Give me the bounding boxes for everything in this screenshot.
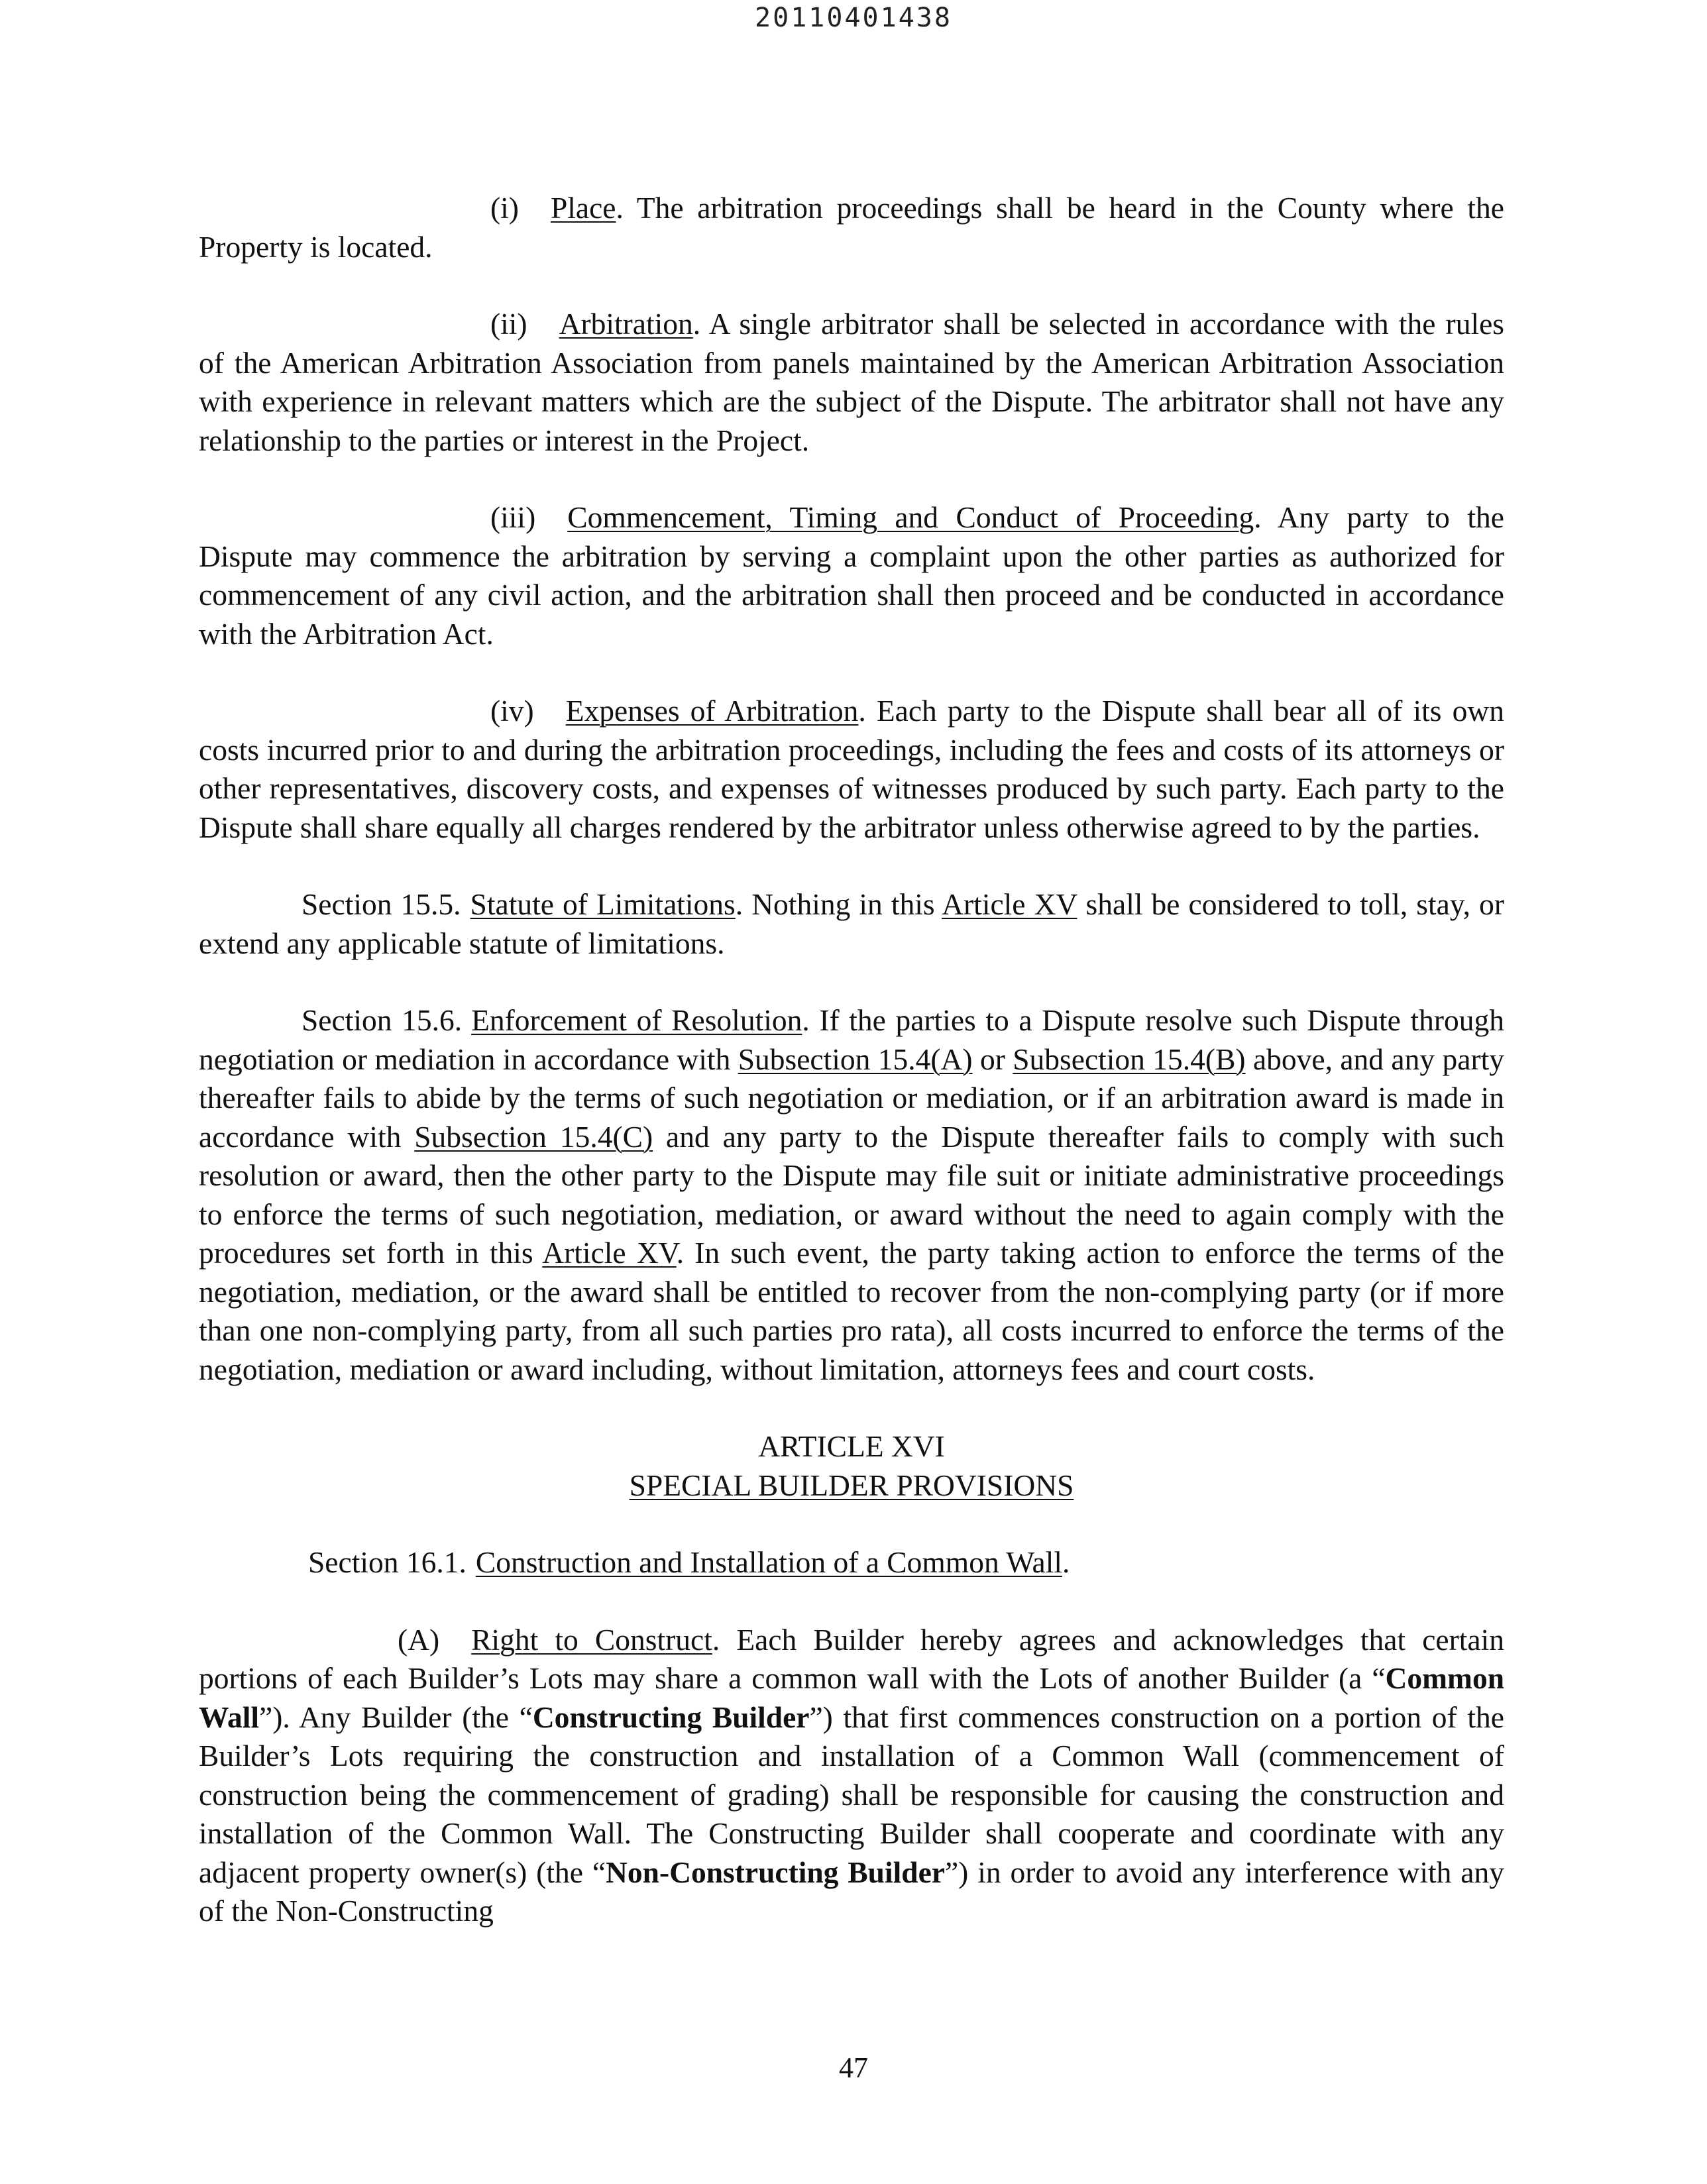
section-text: above, and any party thereafter fails to abide by the terms of such negotiation or mediation, or if an arbitration award is made in accordance with <box>199 1042 1504 1154</box>
document-body <box>199 189 1504 1969</box>
article-heading <box>199 1427 1504 1505</box>
cross-reference: Subsection 15.4(C) <box>414 1119 653 1154</box>
item-text: ”). Any Builder (the “ <box>259 1700 533 1734</box>
cross-reference: Subsection 15.4(A) <box>738 1042 973 1076</box>
section-text: . In such event, the party taking action to enforce the terms of the negotiation, mediation, or the award shall be entitled to recover from the non-complying party (or if more than one non-complying party, from all such parties pro rata), all costs incurred to enforce the terms of the negotiation, mediation or award including, without limitation, attorneys fees and court costs. <box>199 1236 1504 1386</box>
section-number: Section 16.1. <box>308 1545 467 1579</box>
paragraph-arbitration <box>199 305 1504 460</box>
cross-reference: Article XV <box>542 1236 677 1270</box>
item-label: (iv) <box>490 694 534 728</box>
item-text: . Each party to the Dispute shall bear all of its own costs incurred prior to and during the arbitration proceedings, including the fees and costs of its attorneys or other representatives, discovery costs, and expenses of witnesses produced by such party. Each party to the Dispute shall share equally all charges rendered by the arbitrator unless otherwise agreed to by the parties. <box>199 694 1504 844</box>
item-label: (A) <box>398 1622 440 1657</box>
cross-reference: Subsection 15.4(B) <box>1013 1042 1246 1076</box>
section-heading: Construction and Installation of a Common Wall <box>475 1545 1063 1579</box>
section-15-6 <box>199 1001 1504 1389</box>
article-number: ARTICLE XVI <box>758 1429 945 1463</box>
item-text: . Each Builder hereby agrees and acknowledges that certain portions of each Builder’s Lots may share a common wall with the Lots of another Builder (a “ <box>199 1622 1505 1695</box>
paragraph-right-to-construct <box>199 1621 1504 1931</box>
item-heading: Commencement, Timing and Conduct of Proceeding <box>567 500 1254 534</box>
section-heading: Enforcement of Resolution <box>471 1003 802 1037</box>
section-15-5 <box>199 885 1504 963</box>
item-text: ”) that first commences construction on a portion of the Builder’s Lots requiring the construction and installation of a Common Wall (commencement of construction being the commencement of grading) shall be responsible for causing the construction and installation of the Common Wall. The Constructing Builder shall cooperate and coordinate with any adjacent property owner(s) (the “ <box>199 1700 1504 1889</box>
defined-term: Non-Constructing Builder <box>606 1855 945 1889</box>
section-heading: Statute of Limitations <box>470 887 736 921</box>
section-text: . Nothing in this <box>735 887 942 921</box>
item-heading: Expenses of Arbitration <box>565 694 859 728</box>
section-number: Section 15.5. <box>302 887 461 921</box>
section-number: Section 15.6. <box>302 1003 463 1037</box>
item-label: (ii) <box>490 307 527 341</box>
item-text: ”) in order to avoid any interference with any of the Non-Constructing <box>199 1855 1505 1928</box>
document-number: 20110401438 <box>755 3 952 33</box>
section-text: . If the parties to a Dispute resolve such Dispute through negotiation or mediation in accordance with <box>199 1003 1504 1076</box>
item-heading: Place <box>550 191 616 225</box>
item-text: . A single arbitrator shall be selected in accordance with the rules of the American Arbitration Association from panels maintained by the American Arbitration Association with experience in relevant matters which are the subject of the Dispute. The arbitrator shall not have any relationship to the parties or interest in the Project. <box>199 307 1504 457</box>
item-heading: Arbitration <box>559 307 693 341</box>
page-number: 47 <box>839 2051 868 2084</box>
item-label: (iii) <box>490 500 536 534</box>
paragraph-place <box>199 189 1504 266</box>
section-text: or <box>972 1042 1013 1076</box>
cross-reference: Article XV <box>942 887 1077 921</box>
item-text: . Any party to the Dispute may commence the arbitration by serving a complaint upon the other parties as authorized for commencement of any civil action, and the arbitration shall then proceed and be conducted in accordance with the Arbitration Act. <box>199 500 1504 651</box>
item-label: (i) <box>490 191 519 225</box>
paragraph-expenses <box>199 692 1504 847</box>
article-title: SPECIAL BUILDER PROVISIONS <box>629 1468 1074 1502</box>
paragraph-commencement <box>199 498 1504 653</box>
section-text: shall be considered to toll, stay, or extend any applicable statute of limitations. <box>199 887 1504 960</box>
item-text: . The arbitration proceedings shall be heard in the County where the Property is located. <box>199 191 1504 264</box>
section-text: . <box>1062 1545 1070 1579</box>
section-text: and any party to the Dispute thereafter fails to comply with such resolution or award, then the other party to the Dispute may file suit or initiate administrative proceedings to enforce the terms of such negotiation, mediation, or award without the need to again comply with the procedures set forth in this <box>199 1119 1504 1270</box>
item-heading: Right to Construct <box>471 1622 712 1657</box>
defined-term: Constructing Builder <box>532 1700 810 1734</box>
defined-term: Common Wall <box>199 1661 1504 1734</box>
section-16-1 <box>199 1543 1504 1582</box>
